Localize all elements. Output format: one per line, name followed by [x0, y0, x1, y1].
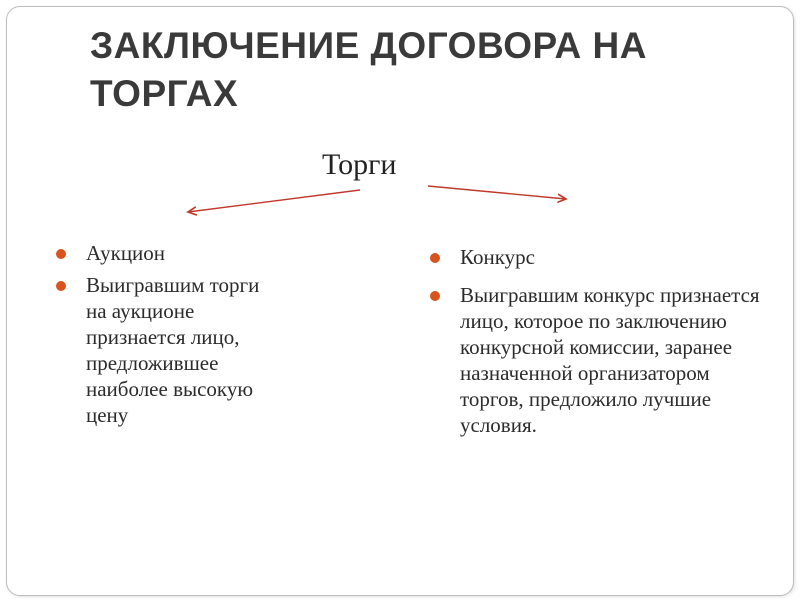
list-item-text: Аукцион [86, 241, 166, 265]
slide-title: ЗАКЛЮЧЕНИЕ ДОГОВОРА НА ТОРГАХ [90, 25, 647, 114]
tender-list [430, 244, 770, 450]
list-item-text: Конкурс [460, 245, 535, 269]
bullet-icon [430, 291, 440, 301]
list-item [56, 272, 276, 428]
list-item-text: Выигравшим конкурс признается лицо, которое по заключению конкурсной комиссии, заранее назначенной организатором торгов, предложило лучшие условия. [460, 283, 760, 437]
list-item [430, 244, 770, 270]
slide-subtitle: Торги [322, 148, 397, 181]
bullet-icon [56, 281, 66, 291]
list-item-text: Выигравшим торги на аукционе признается лицо, предложившее наиболее высокую цену [86, 273, 260, 427]
auction-list [56, 240, 276, 434]
list-item [430, 282, 770, 438]
bullet-icon [430, 253, 440, 263]
bullet-icon [56, 249, 66, 259]
list-item [56, 240, 276, 266]
